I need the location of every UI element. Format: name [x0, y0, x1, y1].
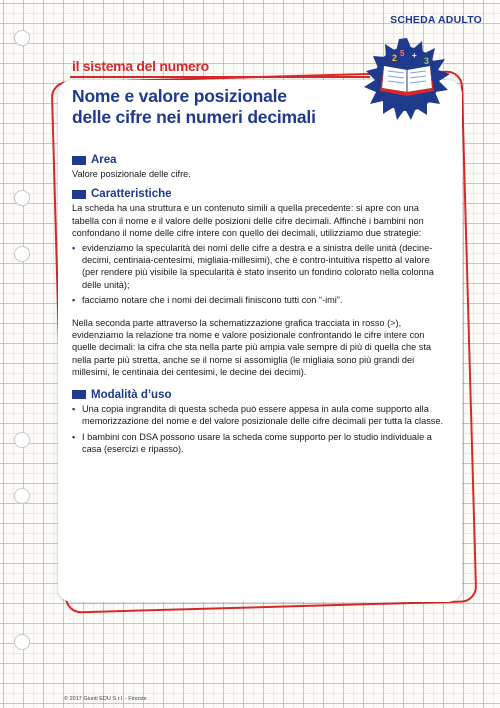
list-item: • I bambini con DSA possono usare la scheda come supporto per lo studio individuale a casa (esercizi e ripasso). [72, 431, 444, 456]
caratteristiche-paragraph: Nella seconda parte attraverso la schematizzazione grafica tracciata in rosso (>), evidenziamo la relazione tra nome e valore posizionale confrontando le cifre intere con quelle decimali: la cifra che sta nella parte più ampia vale sempre di più di quella che sta nella parte più stretta, anche se il nome si assomiglia (le migliaia sono più grandi dei millesimi, le centinaia dei centesimi, le decine dei decimi). [72, 317, 432, 378]
area-text: Valore posizionale delle cifre. [72, 169, 191, 179]
caratteristiche-list [72, 242, 444, 307]
binder-hole [14, 432, 30, 448]
modalita-list [72, 403, 444, 456]
card-content [72, 86, 444, 463]
section-title: il sistema del numero [72, 58, 209, 74]
caratteristiche-section [72, 188, 444, 378]
header-label: SCHEDA ADULTO [390, 14, 482, 26]
caratteristiche-intro: La scheda ha una struttura e un contenuto simili a quella precedente: si apre con una tabella con il nome e il valore delle posizioni delle cifre decimali. Affinché i bambini non confondano il nome delle cifre intere con quello dei decimali, utilizziamo due strategie: [72, 203, 424, 239]
page-title [72, 86, 444, 128]
binder-hole [14, 246, 30, 262]
binder-hole [14, 190, 30, 206]
page-title-line: Nome e valore posizionale [72, 86, 287, 106]
modalita-section [72, 389, 444, 456]
page-title-line: delle cifre nei numeri decimali [72, 107, 316, 127]
svg-text:2: 2 [392, 53, 398, 63]
binder-hole [14, 30, 30, 46]
svg-text:+: + [412, 51, 417, 60]
heading-marker [72, 156, 86, 165]
copyright-footer: © 2017 Giunti EDU S.r.l. - Firenze [64, 696, 147, 702]
heading-marker [72, 390, 86, 399]
binder-hole [14, 634, 30, 650]
list-item: • Una copia ingrandita di questa scheda può essere appesa in aula come supporto alla memorizzazione del nome e del valore posizionale delle cifre decimali per tutta la classe. [72, 403, 444, 428]
heading-marker [72, 190, 86, 199]
list-item: • facciamo notare che i nomi dei decimali finiscono tutti con “-imi”. [72, 294, 444, 306]
modalita-heading: Modalità d’uso [91, 388, 172, 401]
svg-text:3: 3 [424, 56, 430, 66]
svg-text:5: 5 [400, 49, 405, 58]
area-heading: Area [91, 154, 117, 166]
area-section [72, 154, 444, 180]
caratteristiche-heading: Caratteristiche [91, 188, 172, 201]
binder-hole [14, 488, 30, 504]
list-item: • evidenziamo la specularità dei nomi delle cifre a destra e a sinistra delle unità (decine-decimi, centinaia-centesimi, migliaia-millesimi), che è contro-intuitiva rispetto al valore (per rendere più visibile la specularità è stato inserito un fondino colorato nella colonna delle unità); [72, 242, 444, 292]
